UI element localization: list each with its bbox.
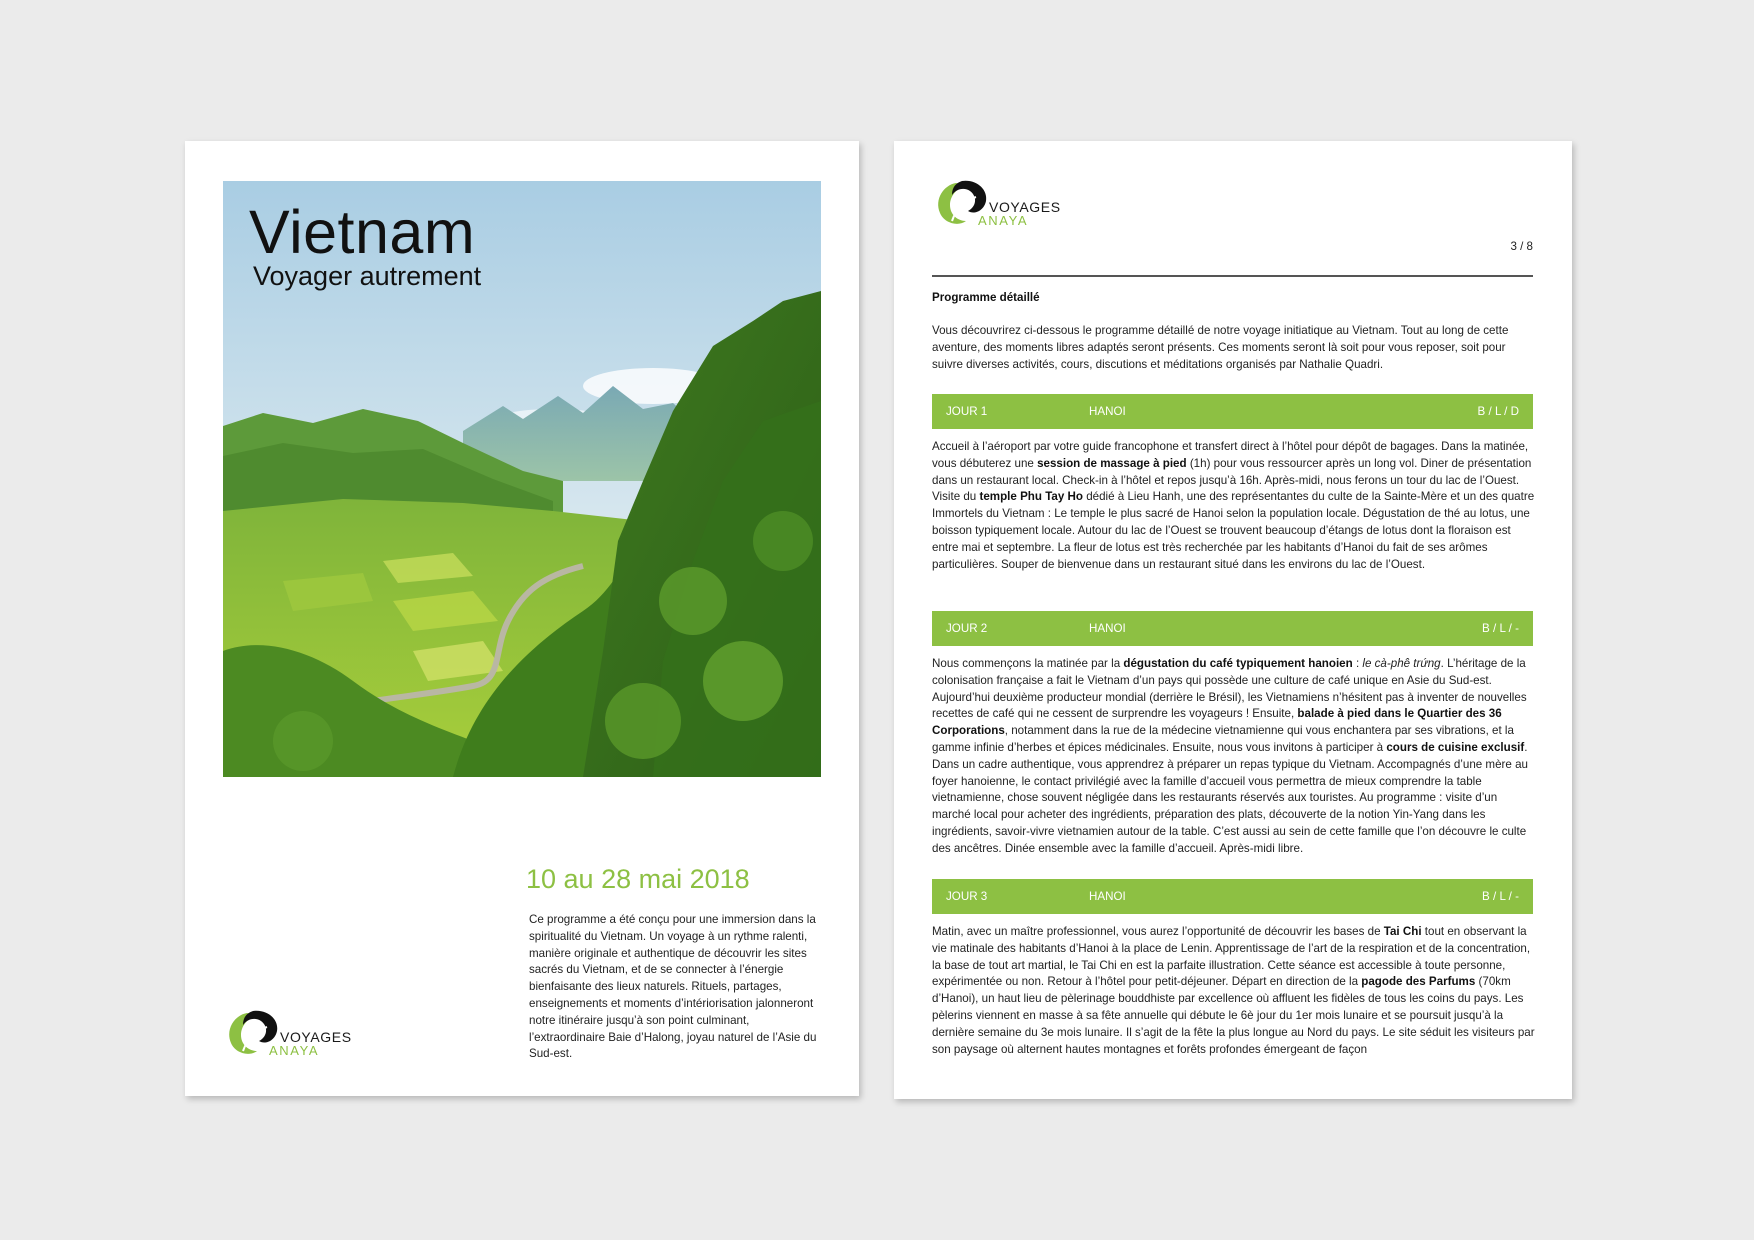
day-description-1	[932, 439, 1535, 573]
text-run: tout en observant la vie matinale des habitants d’Hanoi à la place de Lenin. Apprentissage de l’art de la respiration et de la concentration, la base de tout art martial, le Tai Chi en est la parfaite illustration. Cette séance est accessible à toute personne, expérimentée ou non. Retour à l’hôtel pour petit-déjeuner. Départ en direction de la	[932, 925, 1531, 989]
text-run: . Dans un cadre authentique, vous apprendrez à préparer un repas typique du Vietnam. Accompagnés d’une mère au foyer hanoienne, le contact privilégié avec la famille d’accueil vous permettra de mieux comprendre la table vietnamienne, chose souvent négligée dans les restaurants réservés aux touristes. Au programme : visite d’un marché local pour acheter des ingrédients, préparation des plats, découverte de la notion Yin-Yang dans les ingrédients, savoir-vivre vietnamien autour de la table. C’est aussi au sein de cette famille que l’on découvre le culte des ancêtres. Dinée ensemble avec la famille d’accueil. Après-midi libre.	[932, 740, 1528, 855]
text-run: . L’héritage de la colonisation française a fait le Vietnam d’un pays qui possède une culture de café unique en Asie du Sud-est. Aujourd’hui deuxième producteur mondial (derrière le Brésil), les Vietnamiens n’hésitent pas à inventer de nouvelles recettes de café qui ne cessent de surprendre les voyageurs ! Ensuite,	[932, 657, 1527, 721]
cover-landscape-photo	[223, 181, 821, 777]
text-run-bold: pagode des Parfums	[1361, 975, 1476, 989]
page-number: 3 / 8	[1510, 240, 1533, 253]
cover-subtitle: Voyager autrement	[253, 261, 482, 291]
voyages-anaya-logo	[223, 1007, 363, 1061]
day-label: JOUR 1	[946, 405, 988, 418]
day-header-2	[932, 611, 1533, 646]
cover-page	[185, 141, 859, 1096]
section-title: Programme détaillé	[932, 291, 1040, 304]
day-city: HANOI	[1089, 405, 1126, 418]
logo-text-anaya: ANAYA	[978, 213, 1029, 228]
logo-text-anaya: ANAYA	[269, 1043, 320, 1058]
logo-text-voyages: VOYAGES	[989, 199, 1061, 215]
cover-intro-text: Ce programme a été conçu pour une immersion dans la spiritualité du Vietnam. Un voyage à un rythme ralenti, manière originale et authentique de découvrir les sites sacrés du Vietnam, et de se connecter à l’énergie bienfaisante des lieux naturels. Rituels, partages, enseignements et moments d’intériorisation jalonneront notre itinéraire jusqu’à son point culminant, l’extraordinaire Baie d’Halong, joyau naturel de l’Asie du Sud-est.	[529, 913, 817, 1061]
day-label: JOUR 3	[946, 890, 988, 903]
text-run: (70km d’Hanoi), un haut lieu de pèlerinage bouddhiste par excellence où affluent les fidèles de tous les coins du pays. Les pèlerins viennent en masse à sa fête annuelle qui débute le 6è jour du 1er mois lunaire et se poursuit jusqu’à la dernière semaine du 3e mois lunaire. Il s’agit de la fête la plus longue au Nord du pays. Le site séduit les visiteurs par son paysage où alternent hautes montagnes et forêts profondes émergeant de façon	[932, 975, 1535, 1056]
text-run-bold: dégustation du café typiquement hanoien	[1123, 657, 1353, 670]
cover-dates: 10 au 28 mai 2018	[526, 864, 750, 894]
day-description-3	[932, 924, 1535, 1058]
program-intro: Vous découvrirez ci-dessous le programme détaillé de notre voyage initiatique au Vietnam. Tout au long de cette aventure, des moments libres adaptés seront présents. Ces moments seront là soit pour vous reposer, soit pour suivre diverses activités, cours, discutions et méditations organisés par Nathalie Quadri.	[932, 324, 1509, 371]
text-run: , notamment dans la rue de la médecine vietnamienne qui vous enchantera par ses vibrations, et la gamme infinie d’herbes et épices médicinales. Ensuite, nous vous invitons à participer à	[932, 724, 1514, 754]
text-run: Accueil à l’aéroport par votre guide francophone et transfert direct à l’hôtel pour dépôt de bagages. Dans la matinée, vous débuterez une	[932, 440, 1529, 470]
cover-title: Vietnam	[249, 198, 476, 266]
logo-text-voyages: VOYAGES	[280, 1029, 352, 1045]
day-meals: B / L / -	[1482, 622, 1519, 635]
header-divider	[932, 275, 1533, 277]
text-run: (1h) pour vous ressourcer après un long vol. Diner de présentation dans un restaurant local. Check-in à l’hôtel et repos jusqu’à 16h. Après-midi, nous ferons un tour du lac de l’Ouest. Visite du	[932, 456, 1532, 504]
text-run-bold: session de massage à pied	[1037, 456, 1187, 470]
day-description-2	[932, 656, 1535, 858]
day-label: JOUR 2	[946, 622, 988, 635]
program-page	[894, 141, 1572, 1099]
day-header-1	[932, 394, 1533, 429]
text-run-bold: balade à pied dans le Quartier des 36 Corporations	[932, 707, 1502, 738]
day-city: HANOI	[1089, 622, 1126, 635]
text-run: Nous commençons la matinée par la	[932, 657, 1124, 670]
text-run: dédié à Lieu Hanh, une des représentantes du culte de la Sainte-Mère et un des quatre Immortels du Vietnam : Le temple le plus sacré de Hanoi selon la population locale. Dégustation de thé au lotus, une boisson typiquement locale. Autour du lac de l’Ouest se trouvent beaucoup d’étangs de lotus dont la floraison est entre mai et septembre. La fleur de lotus est très recherchée par les habitants d’Hanoi du fait de ses arômes particulières. Souper de bienvenue dans un restaurant situé dans les environs du lac de l’Ouest.	[932, 490, 1535, 571]
day-header-3	[932, 879, 1533, 914]
text-run: Matin, avec un maître professionnel, vous aurez l’opportunité de découvrir les bases de	[932, 925, 1384, 938]
text-run-bold: Tai Chi	[1383, 925, 1422, 938]
text-run: :	[1352, 657, 1363, 670]
voyages-anaya-logo	[932, 177, 1072, 231]
day-city: HANOI	[1089, 890, 1126, 903]
day-meals: B / L / D	[1477, 405, 1519, 418]
day-meals: B / L / -	[1482, 890, 1519, 903]
text-run-bold: cours de cuisine exclusif	[1386, 740, 1525, 754]
text-run-bold: temple Phu Tay Ho	[979, 490, 1083, 504]
text-run-italic: le cà-phê trứng	[1362, 657, 1441, 670]
